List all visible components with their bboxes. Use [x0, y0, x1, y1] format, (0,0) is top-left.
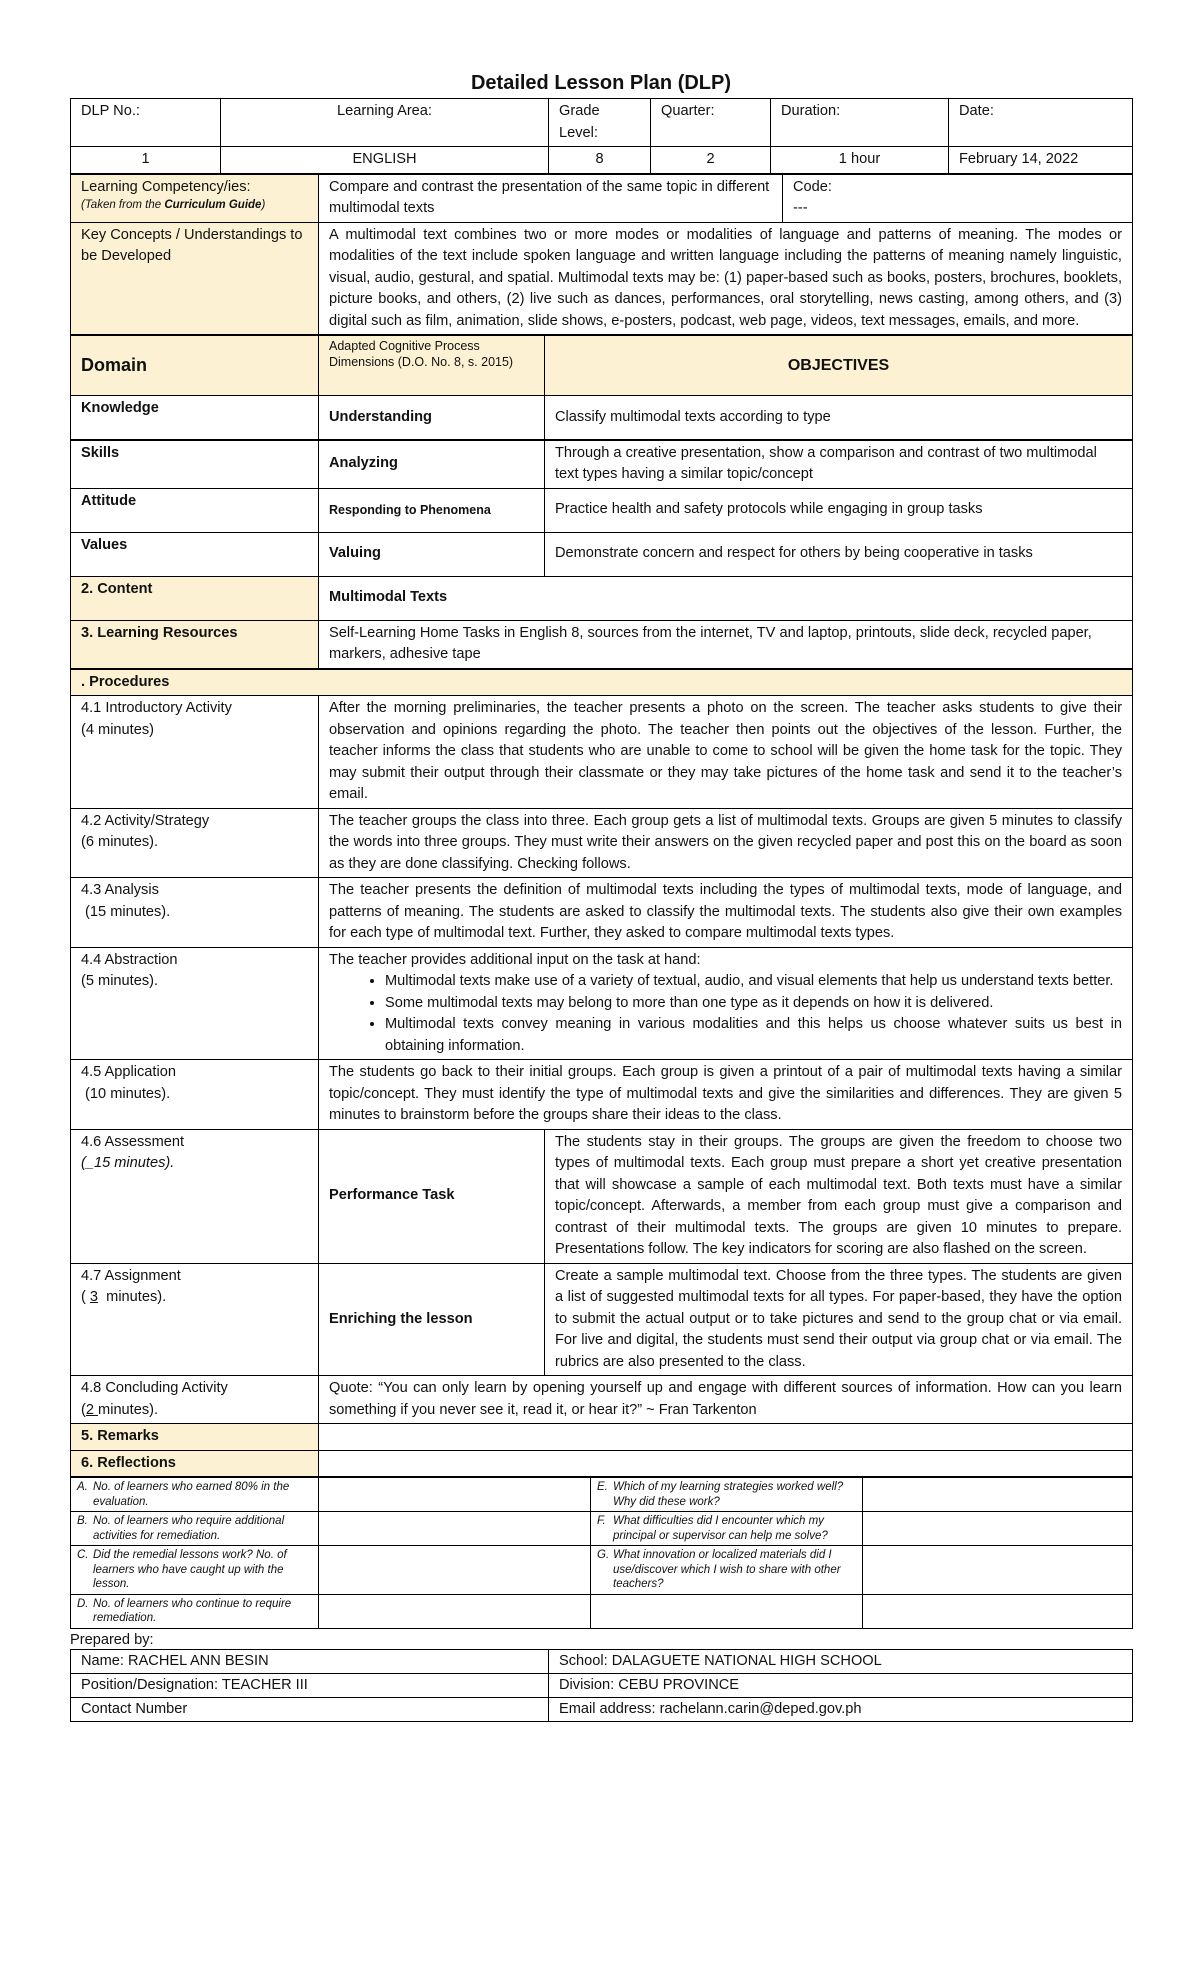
- objective-skills: Through a creative presentation, show a comparison and contrast of two multimodal text types having a similar topic/concept: [545, 440, 1133, 489]
- competency-label-cell: [71, 174, 319, 222]
- dimension-values: Valuing: [319, 532, 545, 576]
- key-concepts-label: Key Concepts / Understandings to be Developed: [71, 222, 319, 335]
- date-value: February 14, 2022: [949, 147, 1133, 174]
- assignment-title: 4.7 Assignment: [81, 1267, 181, 1284]
- duration-label: Duration:: [771, 99, 949, 147]
- analysis-time: (15 minutes).: [81, 903, 171, 920]
- reflection-e: E. Which of my learning strategies worked well? Why did these work?: [591, 1478, 863, 1512]
- code-cell: [783, 174, 1133, 222]
- reflection-f-answer: [863, 1512, 1133, 1546]
- procedures-label: . Procedures: [71, 669, 1133, 696]
- prepared-division: Division: CEBU PROVINCE: [549, 1673, 1133, 1697]
- concluding-title-cell: [71, 1376, 319, 1424]
- activity-title-cell: [71, 808, 319, 878]
- analysis-text: The teacher presents the definition of multimodal texts including the types of multimodal texts, mode of language, and patterns of meaning. The students are asked to classify the multimodal texts. The students also give their own examples for each type of multimodal text. Further, they asked to compare multimodal texts types.: [319, 878, 1133, 948]
- reflection-d: D. No. of learners who continue to require remediation.: [71, 1594, 319, 1628]
- competency-text: Compare and contrast the presentation of the same topic in different multimodal texts: [319, 174, 783, 222]
- domain-attitude: Attitude: [71, 488, 319, 532]
- code-label: Code:: [793, 178, 832, 195]
- abstraction-title-cell: [71, 947, 319, 1060]
- quarter-value: 2: [651, 147, 771, 174]
- reflection-g-answer: [863, 1546, 1133, 1595]
- intro-title-cell: [71, 696, 319, 809]
- objective-knowledge: Classify multimodal texts according to type: [545, 396, 1133, 440]
- dimension-attitude: Responding to Phenomena: [319, 488, 545, 532]
- assessment-title-cell: [71, 1129, 319, 1263]
- assessment-text: The students stay in their groups. The groups are given the freedom to choose two types of multimodal texts. Each group must prepare a short yet creative presentation that will showcase a sample of each multimodal text. Both texts must have a similar topic/concept. Afterwards, a member from each group must give a comparison and contrast of their multimodal texts. The groups are given 10 minutes to prepare. Presentations follow. The key indicators for scoring are also flashed on the screen.: [545, 1129, 1133, 1263]
- prepared-table: [70, 1649, 1133, 1722]
- reflection-d-answer: [319, 1594, 591, 1628]
- activity-title: 4.2 Activity/Strategy: [81, 812, 210, 829]
- learning-area-label: Learning Area:: [221, 99, 549, 147]
- learning-area-value: ENGLISH: [221, 147, 549, 174]
- activity-time: (6 minutes).: [81, 834, 159, 850]
- remarks-value: [319, 1424, 1133, 1451]
- abstraction-cell: [319, 947, 1133, 1060]
- grade-level-value: 8: [549, 147, 651, 174]
- objective-values: Demonstrate concern and respect for others by being cooperative in tasks: [545, 532, 1133, 576]
- reflection-b: B. No. of learners who require additional activities for remediation.: [71, 1512, 319, 1546]
- dimension-skills: Analyzing: [319, 440, 545, 489]
- duration-value: 1 hour: [771, 147, 949, 174]
- domain-skills: Skills: [71, 440, 319, 489]
- objectives-table: [70, 335, 1133, 669]
- prepared-school: School: DALAGUETE NATIONAL HIGH SCHOOL: [549, 1649, 1133, 1673]
- objective-attitude: Practice health and safety protocols while engaging in group tasks: [545, 488, 1133, 532]
- objectives-header: OBJECTIVES: [545, 336, 1133, 396]
- reflection-f: F. What difficulties did I encounter which my principal or supervisor can help me solve?: [591, 1512, 863, 1546]
- prepared-position: Position/Designation: TEACHER III: [71, 1673, 549, 1697]
- assignment-task: Enriching the lesson: [319, 1263, 545, 1376]
- header-table: [70, 98, 1133, 174]
- resources-value: Self-Learning Home Tasks in English 8, sources from the internet, TV and laptop, printouts, slide deck, recycled paper, markers, adhesive tape: [319, 620, 1133, 668]
- date-label: Date:: [949, 99, 1133, 147]
- page-title: Detailed Lesson Plan (DLP): [470, 72, 732, 94]
- reflection-a: A. No. of learners who earned 80% in the evaluation.: [71, 1478, 319, 1512]
- reflections-value: [319, 1450, 1133, 1477]
- domain-values: Values: [71, 532, 319, 576]
- intro-time: (4 minutes): [81, 721, 154, 738]
- abstraction-intro: The teacher provides additional input on the task at hand:: [329, 951, 701, 968]
- domain-knowledge: Knowledge: [71, 396, 319, 440]
- content-label: 2. Content: [71, 576, 319, 620]
- reflections-table: [70, 1477, 1133, 1629]
- abstraction-bullet: • Some multimodal texts may belong to more than one type as it depends on how it is delivered.: [385, 993, 1122, 1015]
- abstraction-title: 4.4 Abstraction: [81, 951, 178, 968]
- intro-text: After the morning preliminaries, the teacher presents a photo on the screen. The teacher asks students to give their observation and opinions regarding the photo. The teacher then points out the objectives of the lesson. Further, the teacher informs the class that students who are unable to come to school will be given the home task for the topic. They may submit their output through their classmate or they may take pictures of the home task and send it to the teacher’s email.: [319, 696, 1133, 809]
- reflection-g: G. What innovation or localized materials did I use/discover which I wish to share with other teachers?: [591, 1546, 863, 1595]
- competency-label: Learning Competency/ies:: [81, 178, 251, 195]
- prepared-email: Email address: rachelann.carin@deped.gov.ph: [549, 1697, 1133, 1721]
- intro-title: 4.1 Introductory Activity: [81, 700, 232, 716]
- assessment-title: 4.6 Assessment: [81, 1133, 185, 1150]
- reflection-b-answer: [319, 1512, 591, 1546]
- reflection-a-answer: [319, 1478, 591, 1512]
- dlp-no-value: 1: [71, 147, 221, 174]
- concluding-title: 4.8 Concluding Activity: [81, 1380, 228, 1396]
- lesson-plan-page: [70, 70, 1132, 1722]
- application-text: The students go back to their initial groups. Each group is given a printout of a pair of multimodal texts having a similar topic/concept. They must identify the type of multimodal texts and give the similarities and differences. They are given 5 minutes to brainstorm before the groups share their ideas to the class.: [319, 1060, 1133, 1130]
- abstraction-bullet: • Multimodal texts convey meaning in various modalities and this helps us choose whatever suits us best in obtaining information.: [385, 1014, 1122, 1057]
- concluding-time: (2 minutes).: [81, 1401, 159, 1418]
- abstraction-bullet: • Multimodal texts make use of a variety of textual, audio, and visual elements that help us understand texts better.: [385, 971, 1122, 993]
- domain-header: Domain: [71, 336, 319, 396]
- reflections-label: 6. Reflections: [71, 1450, 319, 1477]
- code-value: ---: [793, 200, 808, 216]
- resources-label: 3. Learning Resources: [71, 620, 319, 668]
- reflection-c: C. Did the remedial lessons work? No. of learners who have caught up with the lesson.: [71, 1546, 319, 1595]
- dimensions-header: Adapted Cognitive Process Dimensions (D.O. No. 8, s. 2015): [319, 336, 545, 396]
- dlp-no-label: DLP No.:: [71, 99, 221, 147]
- procedures-table: [70, 669, 1133, 1478]
- key-concepts-text: A multimodal text combines two or more modes or modalities of language and patterns of meaning. The modes or modalities of the text include spoken language and written language including the patterns of meaning namely linguistic, visual, audio, gestural, and spatial. Multimodal texts may be: (1) paper-based such as books, posters, brochures, booklets, picture books, and others, (2) live such as dances, performances, oral storytelling, news casting, among others, and (3) digital such as film, animation, slide shows, e-posters, podcast, web page, videos, text messages, emails, and more.: [319, 222, 1133, 335]
- assessment-task: Performance Task: [319, 1129, 545, 1263]
- quarter-label: Quarter:: [651, 99, 771, 147]
- grade-level-label: Grade Level:: [549, 99, 651, 147]
- reflection-e-answer: [863, 1478, 1133, 1512]
- abstraction-time: (5 minutes).: [81, 973, 159, 989]
- application-title: 4.5 Application: [81, 1064, 176, 1080]
- analysis-title-cell: [71, 878, 319, 948]
- assignment-title-cell: [71, 1263, 319, 1376]
- reflection-c-answer: [319, 1546, 591, 1595]
- prepared-name: Name: RACHEL ANN BESIN: [71, 1649, 549, 1673]
- content-value: Multimodal Texts: [319, 576, 1133, 620]
- prepared-by-label: Prepared by:: [70, 1631, 154, 1648]
- concluding-text: Quote: “You can only learn by opening yourself up and engage with different sources of information. How can you learn something if you never see it, read it, or hear it?” ~ Fran Tarkenton: [319, 1376, 1133, 1424]
- reflection-h-answer: [863, 1594, 1133, 1628]
- application-time: (10 minutes).: [81, 1085, 171, 1102]
- assignment-text: Create a sample multimodal text. Choose from the three types. The students are given a list of suggested multimodal texts for all types. For paper-based, they have the option to submit the actual output or to take pictures and send to the group chat or via email. For live and digital, the students must send their output via group chat or via email. The rubrics are also presented to the class.: [545, 1263, 1133, 1376]
- assessment-time: (_15 minutes).: [81, 1155, 175, 1171]
- abstraction-list: [329, 971, 1122, 1057]
- assignment-time: ( 3 minutes).: [81, 1289, 167, 1305]
- reflection-h: [591, 1594, 863, 1628]
- dimension-knowledge: Understanding: [319, 396, 545, 440]
- competency-note: (Taken from the Curriculum Guide): [81, 199, 266, 211]
- activity-text: The teacher groups the class into three. Each group gets a list of multimodal texts. Groups are given 5 minutes to classify the words into three groups. They must write their answers on the given recycled paper and post this on the board as soon as they are done classifying. Checking follows.: [319, 808, 1133, 878]
- analysis-title: 4.3 Analysis: [81, 882, 159, 898]
- remarks-label: 5. Remarks: [71, 1424, 319, 1451]
- prepared-contact: Contact Number: [71, 1697, 549, 1721]
- application-title-cell: [71, 1060, 319, 1130]
- competency-table: [70, 174, 1133, 336]
